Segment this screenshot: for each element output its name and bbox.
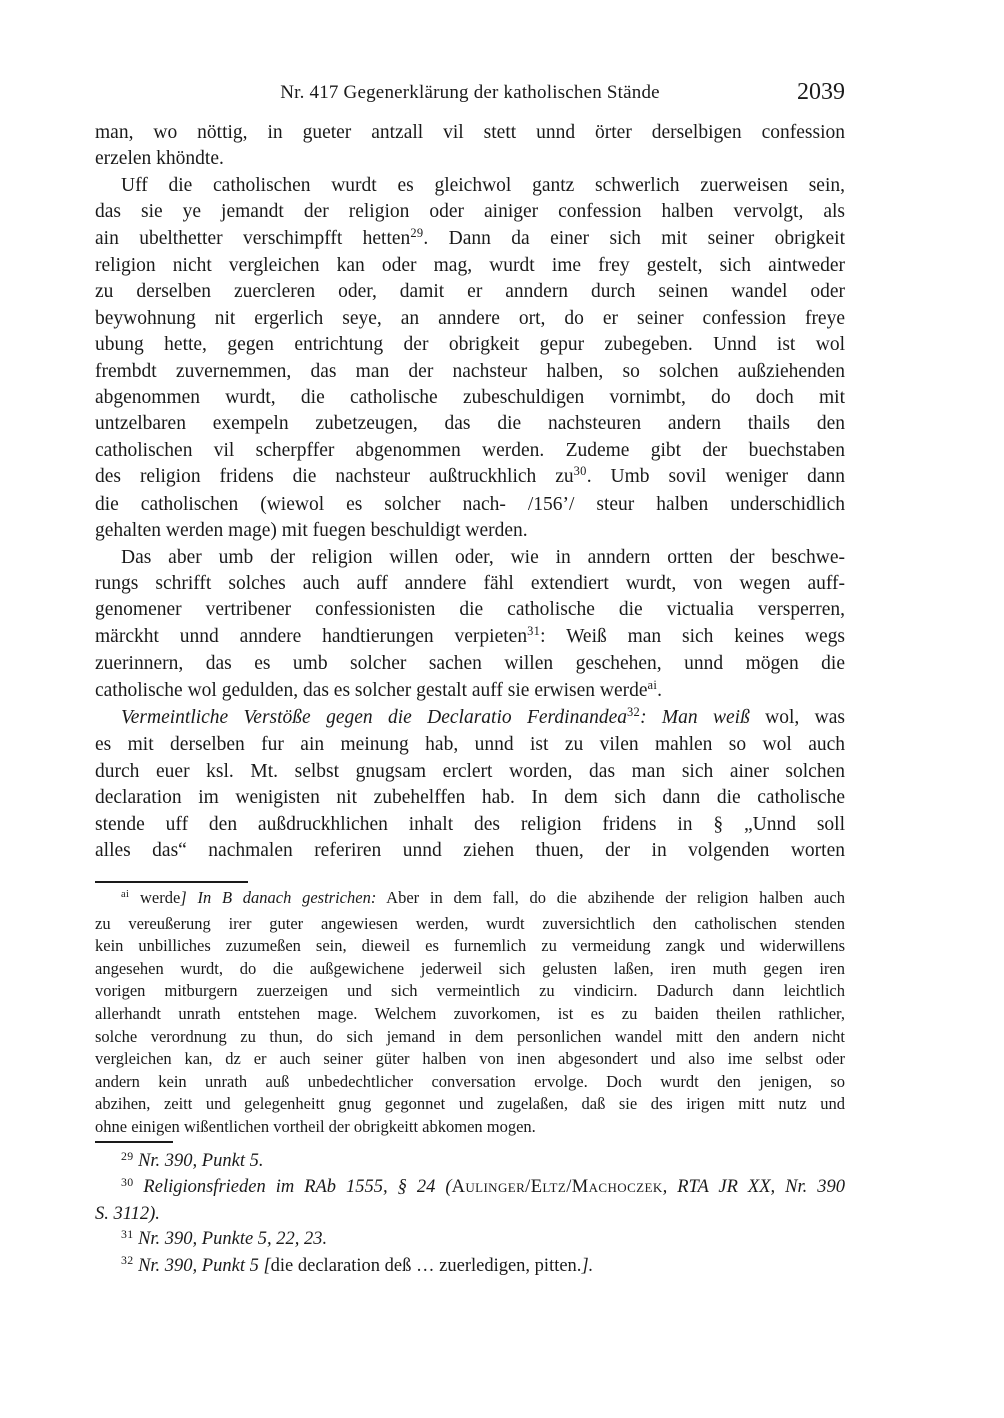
text-run: . Dann da einer sich mit seiner obrigkeit bbox=[423, 227, 845, 249]
text-run: ubung hette, gegen entrichtung der obrigkeit gepur zubegeben. Unnd ist wol bbox=[95, 334, 845, 356]
footnotes bbox=[95, 1149, 845, 1280]
text-line bbox=[95, 1149, 845, 1175]
note-marker: ai bbox=[647, 677, 658, 692]
paragraph bbox=[95, 545, 845, 705]
critical-apparatus bbox=[95, 887, 845, 1139]
note-marker: 31 bbox=[121, 1226, 134, 1241]
text-line bbox=[95, 1175, 845, 1201]
text-run: . bbox=[657, 679, 662, 701]
text-line bbox=[95, 1093, 845, 1116]
text-line bbox=[95, 935, 845, 958]
text-line bbox=[95, 958, 845, 981]
paragraph bbox=[95, 120, 845, 173]
text-run: abgenommen wurdt, die catholische zubeschuldigen vornimbt, do doch mit bbox=[95, 387, 845, 409]
text-run: genomener vertribener confessionisten die catholische die victualia versperren, bbox=[95, 599, 845, 621]
text-line bbox=[95, 120, 845, 146]
text-run: Aulinger/Eltz/Machoczek bbox=[451, 1177, 663, 1198]
text-run: frembdt zuvernemmen, das man der nachsteur halben, so solchen außziehenden bbox=[95, 360, 845, 382]
text-run: ohne einigen wißentlichen vortheil der obrigkeitt abkomen mogen. bbox=[95, 1116, 536, 1136]
text-run: : Weiß man sich keines wegs bbox=[540, 625, 846, 647]
text-run: man, wo nöttig, in gueter antzall vil stett unnd örter derselbigen confession bbox=[95, 122, 845, 143]
text-line bbox=[95, 146, 845, 172]
text-run: die catholischen (wiewol es solcher nach- /156’/ steur halben underschidlich bbox=[95, 493, 845, 515]
text-run: Nr. 390, Punkte 5, 22, 23. bbox=[133, 1229, 328, 1250]
text-line bbox=[95, 838, 845, 864]
text-run: werde bbox=[129, 888, 181, 907]
text-run: Religionsfrieden im RAb 1555, § 24 ( bbox=[133, 1177, 452, 1198]
text-run: vergleichen kan, dz er auch seiner güter halben von inen abgesondert und also ime selbst oder bbox=[95, 1049, 845, 1069]
text-run: stende uff den außdruckhlichen inhalt des religion fridens in § „Unnd soll bbox=[95, 813, 845, 835]
text-run: vorigen mitburgern zuerzeigen und sich vermeintlich zu vindicirn. Dadurch dann leichtlich bbox=[95, 981, 845, 1001]
text-line bbox=[95, 332, 845, 358]
note-marker: 30 bbox=[573, 464, 587, 479]
text-run: untzelbaren exempeln zubetzeugen, das die nachsteuren andern thails den bbox=[95, 413, 845, 435]
text-run: beywohnung nit ergerlich seye, an anndere ort, do er seiner confession freye bbox=[95, 307, 845, 329]
text-run: zuerinnern, das es umb solcher sachen willen geschehen, unnd mögen die bbox=[95, 653, 845, 675]
text-line bbox=[95, 1254, 845, 1280]
text-run: kein unbilliches zuzumeßen sein, dieweil es furnemlich zu vermeidung zangk und widerwillens bbox=[95, 936, 845, 956]
text-run: . Umb sovil weniger dann bbox=[586, 466, 845, 488]
text-run: erzelen khöndte. bbox=[95, 148, 224, 170]
text-line bbox=[95, 411, 845, 437]
footnote-separator-rule bbox=[95, 1141, 173, 1143]
text-run: andern kein unrath auß unbedechtlicher conversation ervolge. Doch wurdt den jenigen, so bbox=[95, 1071, 845, 1091]
text-run: ]. bbox=[581, 1255, 594, 1276]
text-line bbox=[95, 785, 845, 811]
text-line bbox=[95, 226, 845, 253]
text-run: rungs schrifft solches auch auff anndere fähl extendiert wurdt, von wegen auff- bbox=[95, 572, 845, 594]
text-line bbox=[95, 545, 845, 571]
text-line bbox=[95, 464, 845, 491]
text-line bbox=[95, 1227, 845, 1253]
text-run: catholische wol gedulden, das es solcher gestalt auff sie erwisen werde bbox=[95, 679, 648, 701]
text-run: angesehen wurdt, do die außgewichene jederweil sich gelusten laßen, iren muth gegen iren bbox=[95, 958, 845, 978]
page-number: 2039 bbox=[797, 79, 845, 105]
text-run: solche verordnung zu thun, do sich jemand in dem personlichen wandel mitt den andern nicht bbox=[95, 1026, 845, 1046]
note-marker: 32 bbox=[626, 705, 641, 720]
text-line bbox=[95, 732, 845, 758]
text-run: durch euer ksl. Mt. selbst gnugsam erclert worden, das man sich ainer solchen bbox=[95, 760, 845, 782]
text-line bbox=[95, 385, 845, 411]
text-line bbox=[95, 624, 845, 651]
text-line bbox=[95, 1003, 845, 1026]
text-run: ] In B danach gestrichen: bbox=[180, 888, 377, 907]
text-run: gehalten werden mage) mit fuegen beschuldigt werden. bbox=[95, 520, 528, 542]
text-line bbox=[95, 1202, 845, 1227]
text-run: Nr. 390, Punkt 5 [ bbox=[133, 1255, 271, 1276]
text-run: Vermeintliche Verstöße gegen die Declaratio Ferdinandea bbox=[121, 706, 627, 728]
text-run: S. 3112). bbox=[95, 1203, 160, 1224]
text-run: das sie ye jemandt der religion oder ainiger confession halben vervolgt, als bbox=[95, 201, 845, 223]
text-run: Das aber umb der religion willen oder, wie in anndern ortten der beschwe- bbox=[121, 546, 845, 568]
text-run: Uff die catholischen wurdt es gleichwol gantz schwerlich zuerweisen sein, bbox=[121, 174, 845, 196]
paragraph bbox=[95, 173, 845, 545]
paragraph bbox=[95, 705, 845, 864]
text-run: allerhandt unrath entstehen mage. Welchem zuvorkomen, ist es zu baiden theilen rathlicher, bbox=[95, 1003, 845, 1023]
text-line bbox=[95, 1071, 845, 1094]
text-line bbox=[95, 279, 845, 305]
text-run: es mit derselben fur ain meinung hab, unnd ist zu vilen mahlen so wol auch bbox=[95, 734, 845, 756]
text-run: ain ubelthetter verschimpfft hetten bbox=[95, 227, 411, 249]
text-line bbox=[95, 759, 845, 785]
note-marker: 31 bbox=[527, 623, 541, 638]
text-run: declaration im wenigisten nit zubehelffen hab. In dem sich dann die catholische bbox=[95, 787, 845, 809]
text-run: wol, was bbox=[749, 706, 845, 728]
text-line bbox=[95, 597, 845, 623]
text-run: religion nicht vergleichen kan oder mag, wurdt ime frey gestelt, sich aintweder bbox=[95, 255, 845, 277]
text-run: , RTA JR XX, Nr. 390 bbox=[662, 1177, 845, 1198]
text-line bbox=[95, 1116, 845, 1139]
text-line bbox=[95, 980, 845, 1003]
text-run: abzihen, zeitt und gelegenheitt gnug gegonnet und zugelaßen, daß sie des irigen mitt nutz und bbox=[95, 1094, 845, 1114]
text-line bbox=[95, 812, 845, 838]
body-text bbox=[95, 120, 845, 864]
text-line bbox=[95, 705, 845, 732]
text-run: : Man weiß bbox=[640, 706, 750, 728]
text-line bbox=[95, 173, 845, 199]
text-run: catholischen vil scherpffer abgenommen werden. Zudeme gibt der buechstaben bbox=[95, 439, 845, 461]
text-line bbox=[95, 913, 845, 936]
text-line bbox=[95, 359, 845, 385]
text-line bbox=[95, 492, 845, 518]
text-line bbox=[95, 199, 845, 225]
text-run: märckht unnd anndere handtierungen verpieten bbox=[95, 625, 528, 647]
text-line bbox=[95, 1026, 845, 1049]
text-line bbox=[95, 518, 845, 544]
apparatus-separator-rule bbox=[95, 881, 248, 883]
text-line bbox=[95, 253, 845, 279]
running-header bbox=[95, 80, 845, 110]
note-marker: 29 bbox=[410, 225, 424, 240]
note-marker: 32 bbox=[121, 1253, 134, 1268]
text-run: zu vereußerung irer guter angewiesen werden, wurdt zuversichtlich den catholischen stenden bbox=[95, 913, 845, 933]
text-line bbox=[95, 438, 845, 464]
text-run: des religion fridens die nachsteur außtruckhlich zu bbox=[95, 466, 574, 488]
note-marker: 29 bbox=[121, 1148, 134, 1163]
text-run: die declaration deß … zuerledigen, pitten. bbox=[270, 1255, 582, 1276]
note-marker: 30 bbox=[121, 1174, 134, 1189]
text-line bbox=[95, 1048, 845, 1071]
text-run: Aber in dem fall, do die abzihende der religion halben auch bbox=[376, 888, 845, 907]
text-run: alles das“ nachmalen referiren unnd ziehen thuen, der in volgenden worten bbox=[95, 839, 845, 861]
text-line bbox=[95, 651, 845, 677]
note-marker: ai bbox=[121, 889, 130, 901]
running-header-title: Nr. 417 Gegenerklärung der katholischen Stände bbox=[280, 82, 660, 103]
text-line bbox=[95, 571, 845, 597]
text-run: Nr. 390, Punkt 5. bbox=[133, 1151, 264, 1171]
text-run: zu derselben zuercleren oder, damit er anndern durch seinen wandel oder bbox=[95, 281, 845, 303]
text-line bbox=[95, 887, 845, 913]
text-line bbox=[95, 678, 845, 705]
text-line bbox=[95, 306, 845, 332]
